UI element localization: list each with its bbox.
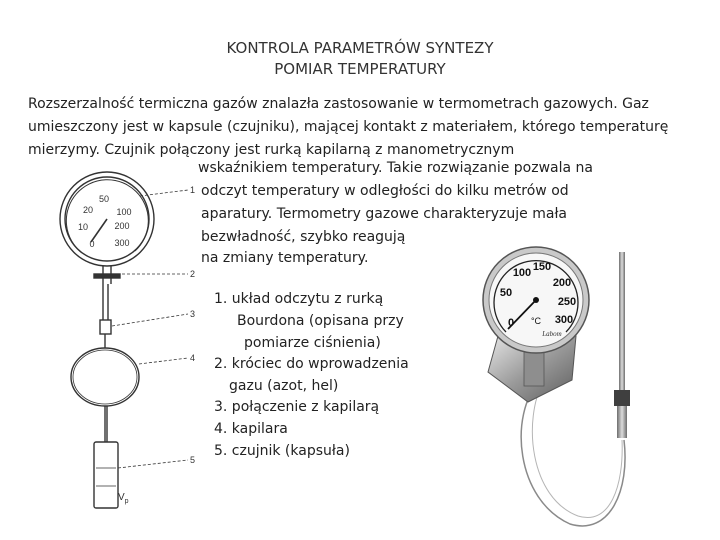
title-line-1: KONTROLA PARAMETRÓW SYNTEZY bbox=[226, 39, 494, 57]
legend-item: 4. kapilara bbox=[214, 421, 288, 437]
dial-label: 50 bbox=[98, 194, 110, 204]
dial-label: 0 bbox=[89, 239, 95, 249]
callout-leader-1 bbox=[140, 190, 188, 196]
fitting bbox=[94, 274, 120, 278]
body-line: aparatury. Termometry gazowe charakteryzuje mała bbox=[201, 206, 567, 222]
legend-item: 1. układ odczytu z rurką bbox=[214, 291, 384, 307]
body-line: wskaźnikiem temperatury. Takie rozwiązanie pozwala na bbox=[198, 160, 593, 176]
gauge-label: 0 bbox=[507, 317, 515, 329]
thermometer-photo bbox=[478, 240, 664, 535]
callout-leader-4 bbox=[139, 358, 188, 364]
capillary-loop-2 bbox=[532, 380, 622, 518]
body-line: umieszczony jest w kapsule (czujniku), mającej kontakt z materiałem, którego temperaturę bbox=[28, 119, 669, 135]
callout-number: 2 bbox=[190, 269, 196, 279]
callout-number: 1 bbox=[190, 185, 196, 195]
callout-number: 4 bbox=[190, 353, 196, 363]
gauge-label: 300 bbox=[554, 314, 574, 326]
gauge-hub bbox=[533, 297, 539, 303]
callout-number: 3 bbox=[190, 309, 196, 319]
body-line: mierzymy. Czujnik połączony jest rurką kapilarną z manometrycznym bbox=[28, 142, 515, 158]
gauge-label: 50 bbox=[499, 287, 513, 299]
capillary-connector bbox=[100, 320, 111, 334]
callout-leader-3 bbox=[112, 314, 188, 326]
gauge-brand: Labom bbox=[542, 330, 562, 338]
legend-item: 2. króciec do wprowadzenia bbox=[214, 356, 409, 372]
dial-label: 10 bbox=[77, 222, 89, 232]
slide-title bbox=[0, 38, 720, 80]
body-line: bezwładność, szybko reagują bbox=[201, 229, 406, 245]
sensor-label: $V_p$ bbox=[118, 492, 129, 505]
legend-item: 5. czujnik (kapsuła) bbox=[214, 443, 350, 459]
body-line: odczyt temperatury w odległości do kilku metrów od bbox=[201, 183, 569, 199]
gauge-label: 200 bbox=[552, 277, 572, 289]
probe-nut bbox=[614, 390, 630, 406]
legend-item: 3. połączenie z kapilarą bbox=[214, 399, 380, 415]
probe-rod bbox=[619, 252, 625, 392]
gauge-label: 100 bbox=[512, 267, 532, 279]
callout-leader-5 bbox=[118, 460, 188, 468]
legend-item: pomiarze ciśnienia) bbox=[244, 335, 381, 351]
sensor-capsule bbox=[94, 442, 118, 508]
legend-item: Bourdona (opisana przy bbox=[237, 313, 404, 329]
capillary-coil-inner bbox=[73, 350, 137, 404]
gauge-stem bbox=[524, 350, 544, 386]
capillary-coil bbox=[71, 348, 139, 406]
callout-number: 5 bbox=[190, 455, 196, 465]
probe-sleeve bbox=[617, 406, 627, 438]
body-line: Rozszerzalność termiczna gazów znalazła zastosowanie w termometrach gazowych. Gaz bbox=[28, 96, 649, 112]
gauge-label: 150 bbox=[532, 261, 552, 273]
title-line-2: POMIAR TEMPERATURY bbox=[274, 60, 446, 78]
gauge-unit: °C bbox=[530, 316, 542, 326]
body-line: na zmiany temperatury. bbox=[201, 250, 369, 266]
dial-label: 20 bbox=[82, 205, 94, 215]
legend-item: gazu (azot, hel) bbox=[229, 378, 339, 394]
scale-arc bbox=[66, 180, 148, 253]
dial-label: 100 bbox=[116, 207, 132, 217]
dial-label: 300 bbox=[114, 238, 130, 248]
dial-label: 200 bbox=[114, 221, 130, 231]
gauge-label: 250 bbox=[557, 296, 577, 308]
thermometer-diagram bbox=[40, 168, 198, 520]
